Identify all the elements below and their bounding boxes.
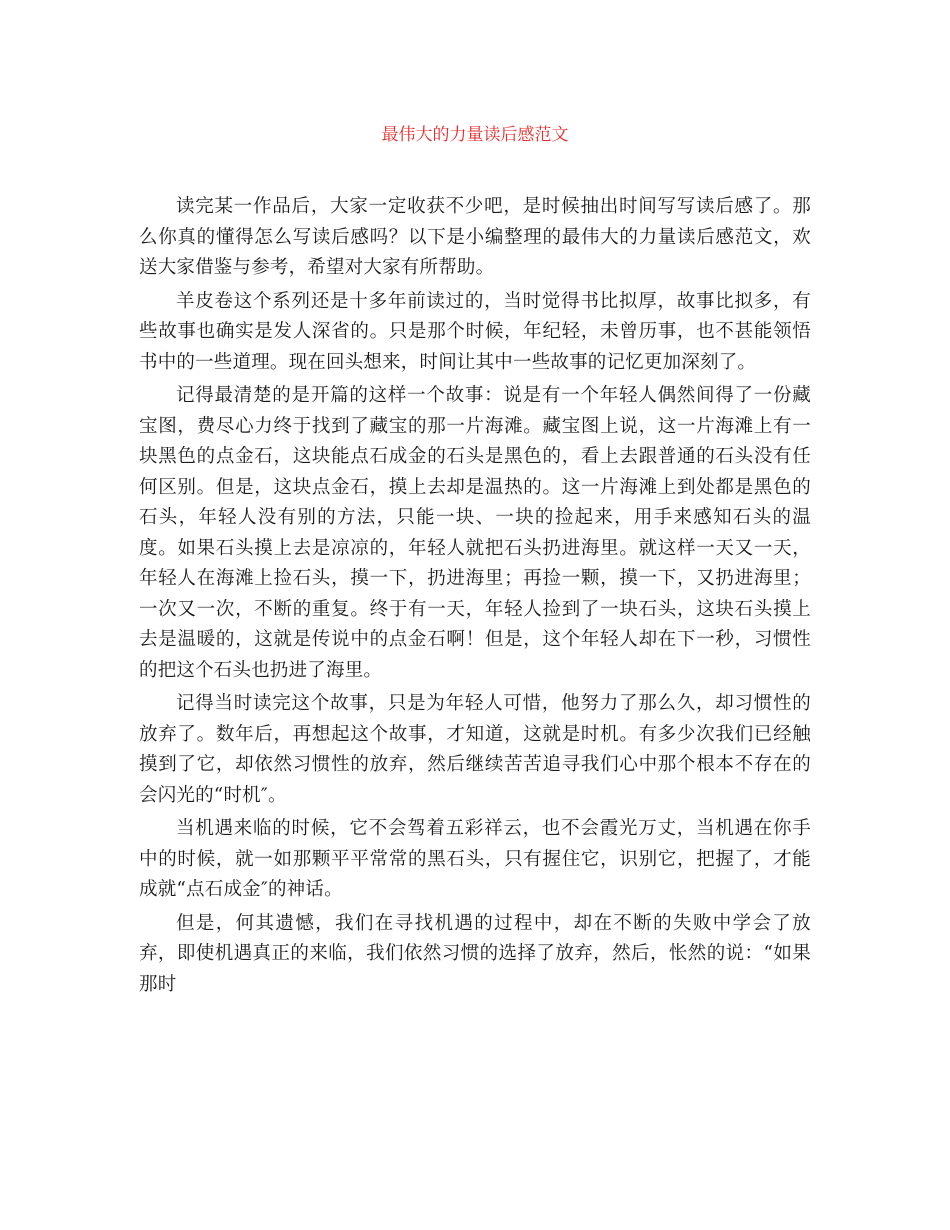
paragraph-3: 记得最清楚的是开篇的这样一个故事：说是有一个年轻人偶然间得了一份藏宝图，费尽心力终于找到了藏宝的那一片海滩。藏宝图上说，这一片海滩上有一块黑色的点金石，这块能点石成金的石头是黑色的，看上去跟普通的石头没有任何区别。但是，这块点金石，摸上去却是温热的。这一片海滩上到处都是黑色的石头，年轻人没有别的方法，只能一块、一块的捡起来，用手来感知石头的温度。如果石头摸上去是凉凉的，年轻人就把石头扔进海里。就这样一天又一天，年轻人在海滩上捡石头，摸一下，扔进海里；再捡一颗，摸一下，又扔进海里；一次又一次，不断的重复。终于有一天，年轻人捡到了一块石头，这块石头摸上去是温暖的，这就是传说中的点金石啊！但是，这个年轻人却在下一秒，习惯性的把这个石头也扔进了海里。	[139, 385, 811, 681]
paragraph-4: 记得当时读完这个故事，只是为年轻人可惜，他努力了那么久，却习惯性的放弃了。数年后，再想起这个故事，才知道，这就是时机。有多少次我们已经触摸到了它，却依然习惯性的放弃，然后继续苦苦追寻我们心中那个根本不存在的会闪光的“时机″。	[139, 693, 811, 806]
document-body	[139, 192, 811, 1003]
paragraph-5: 当机遇来临的时候，它不会驾着五彩祥云，也不会霞光万丈，当机遇在你手中的时候，就一如那颗平平常常的黑石头，只有握住它，识别它，把握了，才能成就“点石成金″的神话。	[139, 818, 811, 900]
paragraph-6: 但是，何其遗憾，我们在寻找机遇的过程中，却在不断的失败中学会了放弃，即使机遇真正的来临，我们依然习惯的选择了放弃，然后，怅然的说：“如果那时	[139, 912, 811, 995]
paragraph-2: 羊皮卷这个系列还是十多年前读过的，当时觉得书比拟厚，故事比拟多，有些故事也确实是发人深省的。只是那个时候，年纪轻，未曾历事，也不甚能领悟书中的一些道理。现在回头想来，时间让其中一些故事的记忆更加深刻了。	[139, 290, 811, 373]
paragraph-1: 读完某一作品后，大家一定收获不少吧，是时候抽出时间写写读后感了。那么你真的懂得怎么写读后感吗？以下是小编整理的最伟大的力量读后感范文，欢送大家借鉴与参考，希望对大家有所帮助。	[139, 196, 811, 278]
document-title: 最伟大的力量读后感范文	[381, 125, 569, 145]
